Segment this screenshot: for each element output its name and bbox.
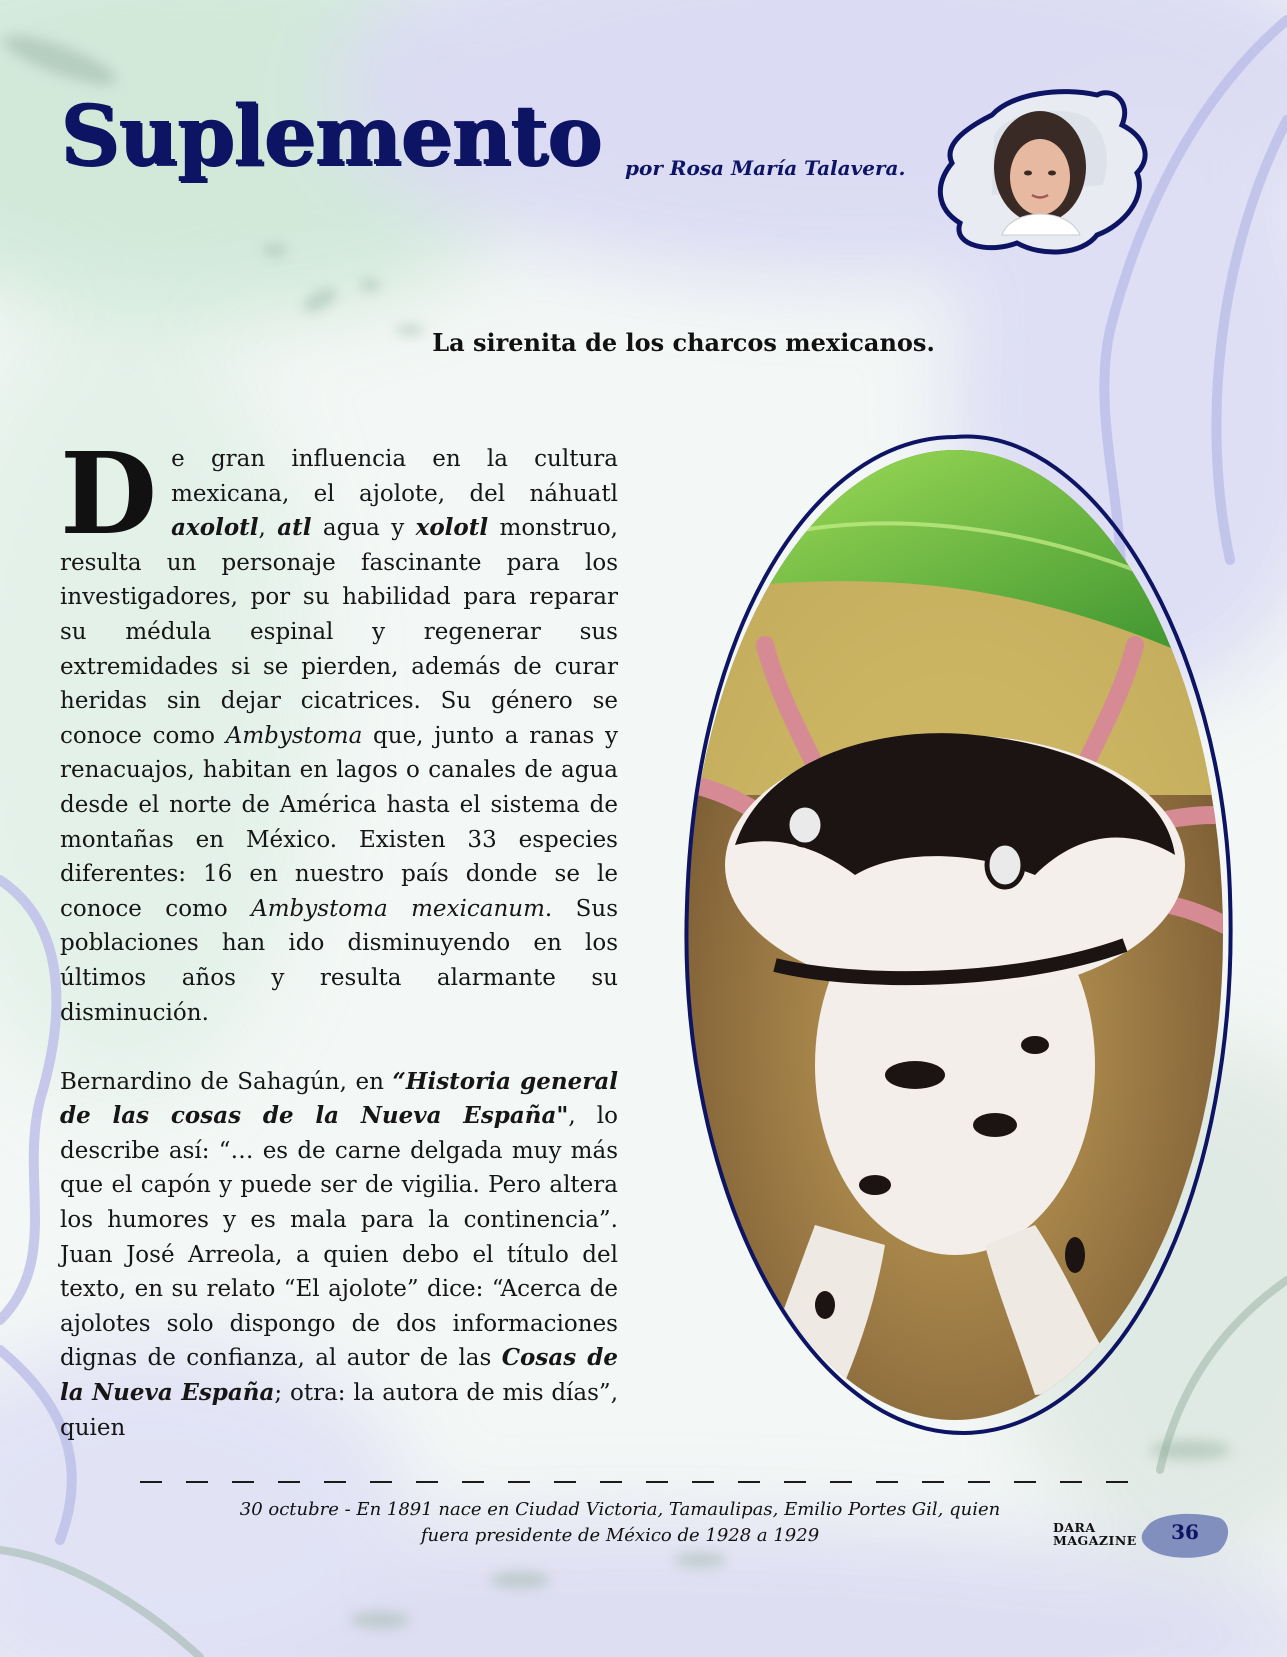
footer-divider [140, 1480, 1150, 1484]
author-portrait [932, 85, 1152, 260]
drop-cap: D [60, 429, 158, 560]
masthead-title: Suplemento [60, 88, 601, 184]
text-segment: ; otra: la autora de mis días”, quien [60, 1380, 618, 1441]
italic-term: atl [277, 514, 312, 542]
axolotl-photo [655, 425, 1255, 1445]
page-number: 36 [1171, 1520, 1199, 1544]
brand-logo [1053, 1521, 1137, 1547]
text-segment: Bernardino de Sahagún, en [60, 1068, 393, 1095]
italic-term: axolotl [171, 514, 259, 542]
text-segment: agua y [311, 515, 416, 542]
footer-note-line: 30 octubre - En 1891 nace en Ciudad Victoria, Tamaulipas, Emilio Portes Gil, quien [239, 1499, 1001, 1520]
article-body [60, 429, 619, 1445]
text-segment: monstruo, resulta un personaje fascinante para los investigadores, por su habilidad para reparar su médula espinal y regenerar sus extremidades si se pierden, además de curar heridas sin dejar cicatrices. Su género se conoce como [60, 515, 618, 749]
italic-term: Cosas de la Nueva España [60, 1344, 618, 1407]
italic-term: Ambystoma mexicanum [251, 895, 545, 922]
text-segment: e gran influencia en la cultura mexicana, el ajolote, del náhuatl [171, 446, 618, 507]
italic-term: “Historia general de las cosas de la Nueva España" [60, 1067, 618, 1130]
italic-term: Ambystoma [225, 722, 363, 749]
text-segment: que, junto a ranas y renacuajos, habitan en lagos o canales de agua desde el norte de América hasta el sistema de montañas en México. Existen 33 especies diferentes: 16 en nuestro país donde se le conoce como [60, 722, 618, 922]
paragraph-2 [60, 1065, 618, 1446]
author-byline: por Rosa María Talavera. [625, 156, 906, 180]
text-segment: , [258, 515, 278, 542]
footer-note [200, 1497, 1040, 1549]
paragraph-1 [60, 429, 619, 1030]
italic-term: xolotl [415, 514, 489, 542]
brand-line: DARA [1053, 1520, 1096, 1535]
article-title: La sirenita de los charcos mexicanos. [432, 328, 935, 357]
text-segment: , lo describe así: “… es de carne delgada muy más que el capón y puede ser de vigilia. Pero altera los humores y es mala para la continencia”. Juan José Arreola, a quien debo el título del texto, en su relato “El ajolote” dice: “Acerca de ajolotes solo dispongo de dos informaciones dignas de confianza, al autor de las [60, 1103, 618, 1372]
brand-line: MAGAZINE [1053, 1533, 1137, 1548]
footer-note-line: fuera presidente de México de 1928 a 1929 [420, 1525, 820, 1546]
text-segment: . Sus poblaciones han ido disminuyendo en los últimos años y resulta alarmante su disminución. [60, 895, 619, 1026]
